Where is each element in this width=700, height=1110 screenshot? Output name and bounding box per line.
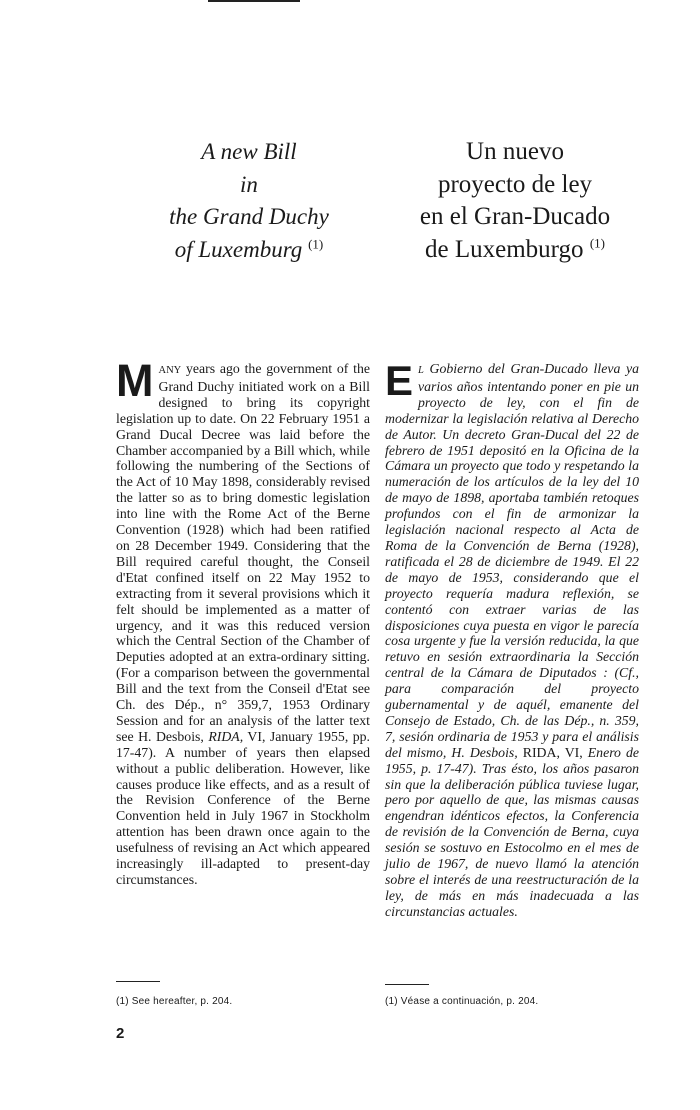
- dropcap-en: M: [116, 355, 154, 406]
- title-es-line-3: en el Gran-Ducado: [419, 203, 611, 230]
- body-en-text-1: years ago the government of the Grand Duchy initiated work on a Bill designed to bring its copyright legislation up to date. On 22 February 1951 a Grand Ducal Decree was laid before the Chamber accompanied by a Bill which, while following the numbering of the Sections of the Act of 10 May 1898, considerably revised the latter so as to bring domestic legislation into line with the Rome Act of the Berne Convention (1928) which had been ratified on 28 December 1949. Considering that the Bill required careful thought, the Conseil d'Etat confined itself on 22 May 1952 to extracting from it several provisions which it felt should be implemented as a matter of urgency, and it was this reduced version which the Central Section of the Chamber of Deputies adopted at an extra-ordinary sitting. (For a comparison between the governmental Bill and the text from the Conseil d'Etat see Ch. des Dép., n° 359,7, 1953 Ordinary Session and for an analysis of the latter text see H. Desbois,: [116, 361, 370, 744]
- footnote-en: (1) See hereafter, p. 204.: [116, 996, 233, 1007]
- body-english-column: [116, 355, 370, 888]
- dropcap-es: E: [385, 357, 414, 404]
- smallcaps-es: L: [418, 365, 424, 376]
- footnote-es: (1) Véase a continuación, p. 204.: [385, 996, 539, 1007]
- title-english: [120, 136, 378, 266]
- title-es-line-2: proyecto de ley: [437, 170, 593, 198]
- title-es-footnote-ref: (1): [589, 235, 605, 251]
- body-en-italic: RIDA,: [208, 728, 244, 744]
- body-es-roman: RIDA, VI,: [522, 744, 583, 760]
- title-es-line-4-text: de Luxemburgo: [425, 235, 584, 263]
- title-en-line-1: A new Bill: [201, 139, 297, 164]
- body-en-text-2: VI, January 1955, pp. 17-47). A number of years then elapsed without a public deliberation. However, like causes produce like effects, and as a result of the Revision Conference of the Berne Convention held in July 1967 in Stockholm attention has been drawn once again to the usefulness of revising an Act which appeared increasingly ill-adapted to present-day circumstances.: [116, 728, 370, 887]
- footnote-rule-en: [116, 981, 160, 982]
- page-number: 2: [116, 1025, 125, 1042]
- top-rule: [208, 0, 300, 2]
- body-es-text-2: Enero de 1955, p. 17-47). Tras ésto, los años pasaron sin que la deliberación pública tuviese lugar, pero por aquello de que, las mismas causas engendran idénticos efectos, la Conferencia de revisión de la Convención de Berna, cuya sesión se sostuvo en Estocolmo en el mes de julio de 1967, de nuevo llamó la atención sobre el interés de una reestructuración de la ley, de más en más inadecuada a las circunstancias actuales.: [385, 744, 639, 919]
- title-en-line-4-text: of Luxemburg: [174, 236, 303, 262]
- title-en-line-2: in: [240, 171, 258, 197]
- footnote-rule-es: [385, 984, 429, 985]
- title-en-line-3: the Grand Duchy: [169, 204, 329, 229]
- body-spanish-column: [385, 357, 639, 920]
- title-spanish: [380, 136, 650, 266]
- title-en-footnote-ref: (1): [308, 235, 324, 251]
- title-en-line-4: [120, 234, 378, 267]
- body-es-text-1: Gobierno del Gran-Ducado lleva ya varios años intentando poner en pie un proyecto de ley, con el fin de modernizar la legislación relativa al Derecho de Autor. Un decreto Gran-Ducal del 22 de febrero de 1951 depositó en la Oficina de la Cámara un proyecto que todo y respetando la numeración de los artículos de la ley del 10 de mayo de 1898, aportaba también retoques profundos con el fin de armonizar la legislación nacional respecto al Acta de Roma de la Convención de Berna (1928), ratificada el 28 de diciembre de 1949. El 22 de mayo de 1953, considerando que el proyecto requería madura reflexión, se contentó con extraer varias de las disposiciones cuya puesta en vigor le parecía cosa urgente y fue la versión reducida, la que retuvo en sesión extraordinaria la Sección central de la Cámara de Diputados : (Cf., para comparación del proyecto gubernamental y de aquél, emanente del Consejo de Estado, Ch. de las Dép., n. 359, 7, sesión ordinaria de 1953 y para el análisis del mismo, H. Desbois,: [385, 361, 639, 760]
- title-es-line-4: [380, 234, 650, 267]
- title-es-line-1: Un nuevo: [466, 138, 564, 165]
- smallcaps-en: ANY: [158, 365, 182, 376]
